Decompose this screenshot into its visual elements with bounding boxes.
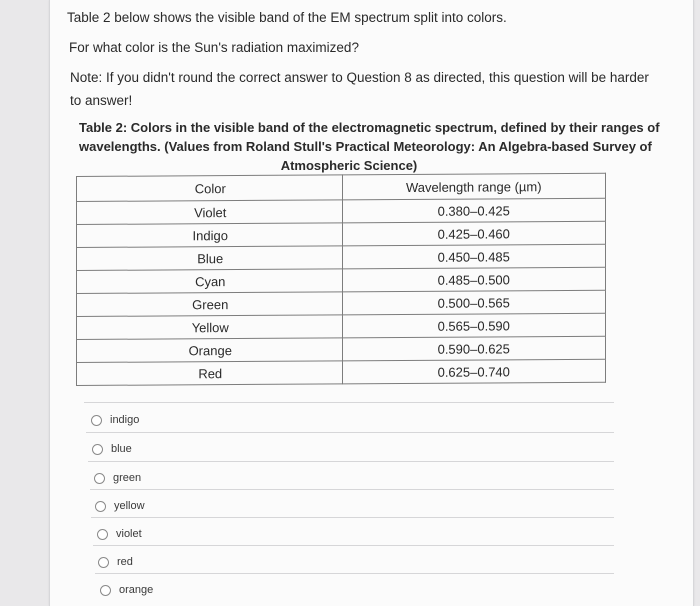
answer-label: violet [116,528,142,540]
answer-option[interactable] [91,414,139,426]
question-note-line1: Note: If you didn't round the correct answer to Question 8 as directed, this question will be harder [70,70,649,85]
cell-range: 0.450–0.485 [342,244,606,269]
divider [91,517,614,518]
cell-color: Red [77,361,343,386]
table-caption-line3: Atmospheric Science) [280,158,418,173]
divider [95,573,614,574]
cell-color: Blue [77,246,343,271]
divider [90,489,614,490]
header-wavelength: Wavelength range (µm) [342,173,606,200]
cell-range: 0.500–0.565 [342,290,606,315]
cell-range: 0.425–0.460 [342,221,606,246]
answer-option[interactable] [95,500,145,512]
table-caption-line2: wavelengths. (Values from Roland Stull's Practical Meteorology: An Algebra-based Survey of [79,139,652,154]
cell-color: Yellow [77,315,343,340]
table-caption-line1: Table 2: Colors in the visible band of the electromagnetic spectrum, defined by their ranges of [79,120,660,135]
radio-button[interactable] [94,473,105,484]
divider [86,432,614,433]
answer-label: green [113,472,142,484]
radio-button[interactable] [98,557,109,568]
answer-option[interactable] [98,556,133,568]
answer-label: red [117,556,133,568]
radio-button[interactable] [100,585,111,596]
radio-button[interactable] [95,501,106,512]
answer-option[interactable] [100,584,153,596]
answer-option[interactable] [92,443,132,455]
answer-option[interactable] [97,528,142,540]
header-color: Color [77,175,343,202]
question-note-line2: to answer! [70,93,133,108]
cell-color: Orange [77,338,343,363]
cell-color: Violet [77,200,343,225]
radio-button[interactable] [97,529,108,540]
divider [93,545,614,546]
cell-color: Cyan [77,269,343,294]
divider [84,402,614,403]
cell-color: Indigo [77,223,343,248]
radio-button[interactable] [92,444,103,455]
answer-label: yellow [114,500,145,512]
answer-option[interactable] [94,472,141,484]
answer-label: orange [119,584,154,596]
cell-range: 0.590–0.625 [342,336,606,361]
question-intro: Table 2 below shows the visible band of the EM spectrum split into colors. [67,10,507,25]
cell-range: 0.380–0.425 [342,198,606,223]
divider [88,461,614,462]
radio-button[interactable] [91,415,102,426]
cell-range: 0.625–0.740 [342,359,606,384]
answer-label: indigo [110,414,140,426]
cell-range: 0.565–0.590 [342,313,606,338]
cell-range: 0.485–0.500 [342,267,606,292]
question-prompt: For what color is the Sun's radiation maximized? [69,40,359,55]
answer-label: blue [111,443,132,455]
cell-color: Green [77,292,343,317]
